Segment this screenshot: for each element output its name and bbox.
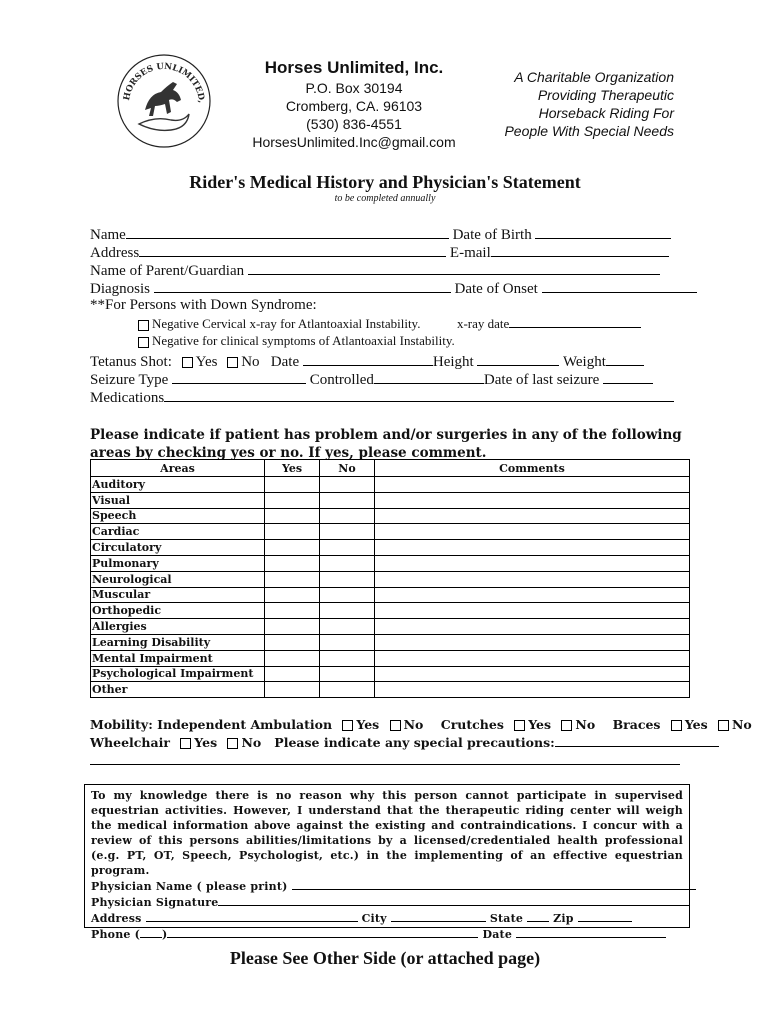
down-syndrome-label: **For Persons with Down Syndrome: [90, 297, 317, 313]
area-label: Pulmonary [91, 555, 265, 571]
email-field[interactable] [491, 243, 669, 257]
tagline [480, 68, 674, 140]
physician-statement-box [84, 784, 690, 941]
areas-table [90, 459, 690, 698]
area-no-cell[interactable] [320, 571, 375, 587]
area-label: Neurological [91, 571, 265, 587]
tetanus-yes-checkbox[interactable] [182, 357, 193, 368]
area-comment-cell[interactable] [375, 540, 690, 556]
table-row [91, 634, 690, 650]
table-row [91, 619, 690, 635]
area-comment-cell[interactable] [375, 571, 690, 587]
name-label: Name [90, 227, 126, 243]
logo [115, 52, 213, 150]
table-row [91, 587, 690, 603]
zip-field[interactable] [578, 910, 632, 922]
tagline-line: A Charitable Organization [514, 69, 674, 85]
area-yes-cell[interactable] [265, 477, 320, 493]
area-yes-cell[interactable] [265, 682, 320, 698]
braces-yes-checkbox[interactable] [671, 720, 682, 731]
tetanus-no-checkbox[interactable] [227, 357, 238, 368]
area-no-cell[interactable] [320, 619, 375, 635]
horse-logo-icon [115, 52, 213, 150]
city-label: City [361, 912, 387, 925]
area-comment-cell[interactable] [375, 524, 690, 540]
phone-area-field[interactable] [140, 926, 162, 938]
tagline-line: Providing Therapeutic [537, 87, 674, 103]
diagnosis-field[interactable] [154, 279, 451, 293]
area-label: Auditory [91, 477, 265, 493]
form-subtitle: to be completed annually [334, 193, 436, 204]
physician-address-field[interactable] [146, 910, 358, 922]
area-yes-cell[interactable] [265, 666, 320, 682]
email-label: E-mail [449, 245, 491, 261]
zip-label: Zip [553, 912, 574, 925]
area-comment-cell[interactable] [375, 634, 690, 650]
phone-close-paren: ) [162, 928, 168, 941]
area-no-cell[interactable] [320, 634, 375, 650]
area-no-cell[interactable] [320, 682, 375, 698]
area-label: Visual [91, 492, 265, 508]
area-no-cell[interactable] [320, 492, 375, 508]
org-phone: (530) 836-4551 [306, 116, 402, 132]
controlled-label: Controlled [309, 372, 374, 388]
ambulation-yes-checkbox[interactable] [342, 720, 353, 731]
area-label: Orthopedic [91, 603, 265, 619]
wheelchair-yes-label: Yes [194, 735, 218, 750]
area-yes-cell[interactable] [265, 524, 320, 540]
header-yes: Yes [265, 460, 320, 477]
area-no-cell[interactable] [320, 508, 375, 524]
org-name: Horses Unlimited, Inc. [264, 58, 444, 77]
precautions-field[interactable] [555, 735, 719, 747]
clinical-symptoms-checkbox[interactable] [138, 337, 149, 348]
seizure-field[interactable] [172, 370, 306, 384]
onset-field[interactable] [542, 279, 697, 293]
area-label: Muscular [91, 587, 265, 603]
table-row [91, 682, 690, 698]
wheelchair-no-label: No [241, 735, 262, 750]
precautions-line2[interactable] [90, 764, 680, 765]
area-comment-cell[interactable] [375, 682, 690, 698]
table-row [91, 555, 690, 571]
area-label: Circulatory [91, 540, 265, 556]
cervical-xray-checkbox[interactable] [138, 320, 149, 331]
area-comment-cell[interactable] [375, 650, 690, 666]
area-yes-cell[interactable] [265, 555, 320, 571]
table-row [91, 524, 690, 540]
name-field[interactable] [126, 225, 449, 239]
tetanus-date-label: Date [270, 354, 300, 370]
area-comment-cell[interactable] [375, 492, 690, 508]
braces-no-label: No [732, 717, 752, 732]
dob-field[interactable] [535, 225, 671, 239]
area-label: Speech [91, 508, 265, 524]
height-field[interactable] [477, 352, 559, 366]
phone-label: Phone ( [91, 928, 141, 941]
table-row [91, 571, 690, 587]
table-row [91, 603, 690, 619]
diagnosis-label: Diagnosis [90, 281, 150, 297]
state-field[interactable] [527, 910, 549, 922]
tagline-line: People With Special Needs [504, 123, 674, 139]
phone-field[interactable] [167, 926, 478, 938]
org-email: HorsesUnlimited.Inc@gmail.com [252, 134, 456, 150]
area-label: Psychological Impairment [91, 666, 265, 682]
physician-statement: To my knowledge there is no reason why this person cannot participate in supervised equestrian activities. However, I understand that the therapeutic riding center will weigh the medical information above against the existing and contraindications. I concur with a review of this persons abilities/limitations by a licensed/credentialed health professional (e.g. PT, OT, Speech, Psychologist, etc.) in the implementing of an effective equestrian program. [91, 789, 683, 877]
area-comment-cell[interactable] [375, 603, 690, 619]
area-yes-cell[interactable] [265, 508, 320, 524]
area-no-cell[interactable] [320, 587, 375, 603]
area-no-cell[interactable] [320, 555, 375, 571]
tagline-line: Horseback Riding For [538, 105, 674, 121]
down-opt2-label: Negative for clinical symptoms of Atlantoaxial Instability. [152, 333, 455, 348]
braces-label: Braces [612, 717, 661, 732]
weight-field[interactable] [606, 352, 644, 366]
xray-date-field[interactable] [509, 316, 641, 328]
footer-note: Please See Other Side (or attached page) [229, 948, 541, 968]
down-opt1-label: Negative Cervical x-ray for Atlantoaxial Instability. [152, 316, 421, 331]
table-row [91, 540, 690, 556]
area-yes-cell[interactable] [265, 650, 320, 666]
last-seizure-label: Date of last seizure [483, 372, 600, 388]
area-yes-cell[interactable] [265, 571, 320, 587]
area-no-cell[interactable] [320, 650, 375, 666]
area-comment-cell[interactable] [375, 555, 690, 571]
table-row [91, 650, 690, 666]
area-comment-cell[interactable] [375, 477, 690, 493]
physician-address-label: Address [91, 912, 142, 925]
area-comment-cell[interactable] [375, 508, 690, 524]
ambulation-yes-label: Yes [356, 717, 380, 732]
tetanus-no-label: No [241, 354, 260, 370]
table-row [91, 492, 690, 508]
area-label: Other [91, 682, 265, 698]
area-comment-cell[interactable] [375, 619, 690, 635]
area-yes-cell[interactable] [265, 603, 320, 619]
table-row [91, 508, 690, 524]
area-yes-cell[interactable] [265, 587, 320, 603]
ambulation-no-label: No [403, 717, 424, 732]
last-seizure-field[interactable] [603, 370, 653, 384]
form-title: Rider's Medical History and Physician's Statement [189, 172, 581, 192]
header-no: No [320, 460, 375, 477]
area-yes-cell[interactable] [265, 619, 320, 635]
physician-date-label: Date [482, 928, 513, 941]
address-label: Address [90, 245, 140, 261]
table-row [91, 666, 690, 682]
org-address1: P.O. Box 30194 [305, 80, 403, 96]
org-address2: Cromberg, CA. 96103 [285, 98, 423, 114]
physician-signature-field[interactable] [218, 894, 689, 906]
crutches-no-label: No [575, 717, 596, 732]
precautions-label: Please indicate any special precautions: [274, 735, 555, 750]
address-field[interactable] [139, 243, 446, 257]
braces-yes-label: Yes [684, 717, 708, 732]
braces-no-checkbox[interactable] [718, 720, 729, 731]
crutches-yes-checkbox[interactable] [514, 720, 525, 731]
parent-label: Name of Parent/Guardian [90, 263, 245, 279]
mobility-label: Mobility: Independent Ambulation [90, 717, 333, 732]
header-comments: Comments [375, 460, 690, 477]
area-no-cell[interactable] [320, 666, 375, 682]
xray-label: x-ray date [456, 316, 510, 331]
medications-field[interactable] [164, 388, 674, 402]
weight-label: Weight [562, 354, 606, 370]
wheelchair-label: Wheelchair [90, 735, 170, 750]
parent-field[interactable] [248, 261, 660, 275]
area-comment-cell[interactable] [375, 666, 690, 682]
area-no-cell[interactable] [320, 540, 375, 556]
logo-text: HORSES UNLIMITED, [122, 61, 207, 104]
tetanus-yes-label: Yes [195, 354, 218, 370]
area-label: Mental Impairment [91, 650, 265, 666]
controlled-field[interactable] [374, 370, 484, 384]
seizure-label: Seizure Type [90, 372, 169, 388]
state-label: State [489, 912, 524, 925]
physician-signature-label: Physician Signature [91, 896, 219, 909]
table-row [91, 477, 690, 493]
crutches-label: Crutches [440, 717, 504, 732]
crutches-yes-label: Yes [528, 717, 552, 732]
area-no-cell[interactable] [320, 524, 375, 540]
area-no-cell[interactable] [320, 603, 375, 619]
area-yes-cell[interactable] [265, 540, 320, 556]
tetanus-date-field[interactable] [303, 352, 433, 366]
ambulation-no-checkbox[interactable] [390, 720, 401, 731]
area-label: Learning Disability [91, 634, 265, 650]
area-label: Cardiac [91, 524, 265, 540]
areas-instructions: Please indicate if patient has problem and/or surgeries in any of the following areas by checking yes or no. If yes, please comment. [90, 427, 682, 461]
physician-name-label: Physician Name ( please print) [91, 880, 288, 893]
area-yes-cell[interactable] [265, 634, 320, 650]
physician-date-field[interactable] [516, 926, 666, 938]
onset-label: Date of Onset [454, 281, 538, 297]
crutches-no-checkbox[interactable] [561, 720, 572, 731]
medications-label: Medications [90, 390, 165, 406]
area-yes-cell[interactable] [265, 492, 320, 508]
physician-name-field[interactable] [292, 878, 696, 890]
header-areas: Areas [91, 460, 265, 477]
height-label: Height [432, 354, 474, 370]
area-no-cell[interactable] [320, 477, 375, 493]
wheelchair-yes-checkbox[interactable] [180, 738, 191, 749]
dob-label: Date of Birth [452, 227, 532, 243]
tetanus-label: Tetanus Shot: [90, 354, 172, 370]
area-comment-cell[interactable] [375, 587, 690, 603]
city-field[interactable] [391, 910, 486, 922]
wheelchair-no-checkbox[interactable] [227, 738, 238, 749]
area-label: Allergies [91, 619, 265, 635]
